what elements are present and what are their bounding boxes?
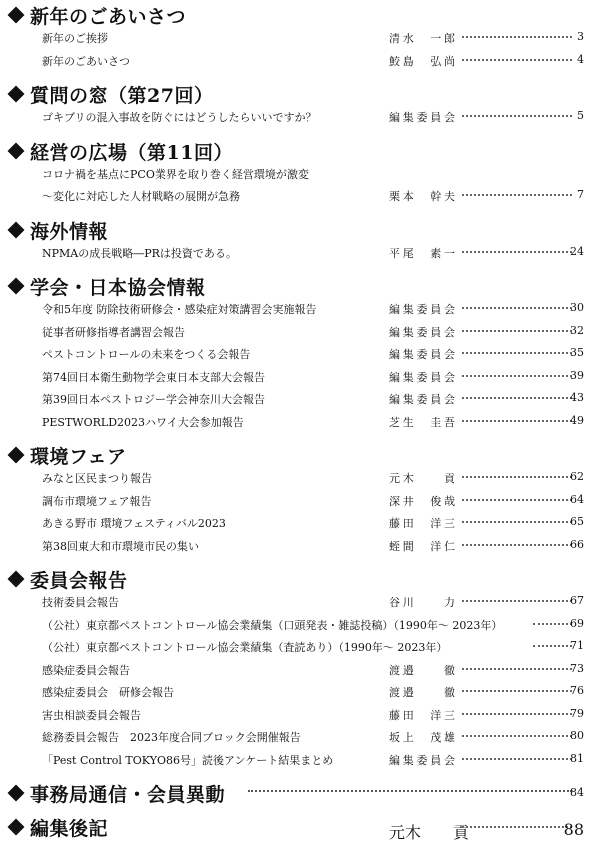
leader-dots: [533, 645, 572, 647]
toc-entry: [0, 680, 598, 703]
entry-title: 従事者研修指導者講習会報告: [42, 325, 185, 339]
toc-entry: [0, 320, 598, 343]
entry-author: 編集委員会: [389, 370, 455, 384]
toc-entry: [0, 342, 598, 365]
entry-author: 編集委員会: [389, 303, 455, 316]
section-header: [0, 440, 598, 466]
leader-dots: [462, 668, 572, 670]
section-spacer: [0, 71, 598, 79]
leader-dots: [248, 790, 572, 792]
entry-author: 鮫島 弘尚: [389, 54, 455, 68]
leader-dots: [462, 544, 572, 546]
diamond-bullet-icon: [8, 278, 25, 295]
entry-page-number: 71: [570, 639, 584, 652]
leader-dots: [462, 713, 572, 715]
entry-title: 感染症委員会報告: [42, 663, 130, 677]
entry-page-number: 64: [570, 492, 584, 506]
section-header: [0, 271, 598, 297]
leader-dots: [462, 307, 572, 309]
section-spacer: [0, 770, 598, 778]
toc-entry: [0, 105, 598, 128]
entry-title: 技術委員会報告: [42, 596, 119, 609]
entry-author: 坂上 茂雄: [389, 731, 455, 744]
entry-author: 渡邉 徹: [389, 686, 455, 699]
entry-title: PESTWORLD2023ハワイ大会参加報告: [42, 415, 244, 429]
toc-entry: [0, 590, 598, 613]
diamond-bullet-icon: [8, 785, 25, 802]
entry-list: [0, 241, 598, 264]
entry-title: ゴキブリの混入事故を防ぐにはどうしたらいいですか？: [42, 111, 317, 124]
section-header: [0, 812, 598, 842]
entry-list: [0, 466, 598, 556]
toc-entry: [0, 613, 598, 636]
toc-entry: [0, 658, 598, 681]
section-title: 海外情報: [30, 220, 109, 243]
entry-page-number: 80: [570, 729, 584, 742]
entry-title: 「Pest Control TOKYO86号」読後アンケート結果まとめ: [42, 753, 334, 767]
leader-dots: [462, 330, 572, 332]
diamond-bullet-icon: [8, 571, 25, 588]
leader-dots: [462, 420, 572, 422]
entry-title: 第74回日本衛生動物学会東日本支部大会報告: [42, 370, 265, 384]
entry-author: 編集委員会: [389, 753, 455, 767]
toc-entry: [0, 748, 598, 771]
toc-entry: [0, 534, 598, 557]
toc-section: [0, 440, 598, 564]
section-title: 経営の広場（第11回）: [30, 141, 233, 164]
entry-page-number: 49: [570, 413, 584, 427]
entry-page-number: 32: [570, 323, 584, 337]
entry-title: みなと区民まつり報告: [42, 472, 152, 485]
section-title: 編集後記: [30, 818, 109, 840]
entry-author: 芝生 圭吾: [389, 415, 455, 429]
toc-entry: [0, 162, 598, 185]
entry-author: 編集委員会: [389, 348, 455, 361]
entry-page-number: 66: [570, 537, 584, 551]
leader-dots: [462, 375, 572, 377]
entry-page-number: 79: [570, 706, 584, 720]
section-spacer: [0, 263, 598, 271]
entry-author: 藤田 洋三: [389, 708, 455, 722]
diamond-bullet-icon: [8, 819, 25, 836]
toc-entry: [0, 26, 598, 49]
toc-section: [0, 0, 598, 79]
toc-entry: [0, 49, 598, 72]
section-spacer: [0, 556, 598, 564]
entry-title: 調布市環境フェア報告: [42, 494, 152, 508]
entry-title: 総務委員会報告 2023年度合同ブロック会開催報告: [42, 731, 301, 744]
entry-page-number: 5: [577, 109, 584, 122]
diamond-bullet-icon: [8, 86, 25, 103]
entry-page-number: 65: [570, 515, 584, 528]
entry-title: ～変化に対応した人材戦略の展開が急務: [42, 190, 240, 203]
entry-author: 編集委員会: [389, 393, 455, 406]
toc-entry: [0, 410, 598, 433]
entry-author: 編集委員会: [389, 325, 455, 339]
toc-entry: [0, 489, 598, 512]
leader-dots: [462, 397, 572, 399]
entry-author: 元木 貢: [389, 472, 455, 485]
leader-dots: [462, 36, 572, 38]
section-title: 事務局通信・会員異動: [30, 784, 226, 806]
entry-page-number: 24: [570, 244, 584, 258]
toc-section: [0, 271, 598, 440]
entry-page-number: 81: [570, 751, 584, 765]
toc-entry: [0, 511, 598, 534]
toc-section: [0, 215, 598, 272]
toc-entry: [0, 725, 598, 748]
leader-dots: [462, 352, 572, 354]
entry-page-number: 43: [570, 391, 584, 404]
entry-list: [0, 26, 598, 71]
diamond-bullet-icon: [8, 221, 25, 238]
entry-title: 第38回東大和市環境市民の集い: [42, 539, 199, 553]
diamond-bullet-icon: [8, 142, 25, 159]
leader-dots: [462, 499, 572, 501]
toc-entry: [0, 365, 598, 388]
entry-title: 新年のご挨拶: [42, 32, 108, 45]
entry-author: 渡邉 徹: [389, 663, 455, 677]
entry-author: 編集委員会: [389, 111, 455, 124]
section-title: 新年のごあいさつ: [30, 6, 187, 28]
leader-dots: [533, 623, 572, 625]
entry-author: 藤田 洋三: [389, 517, 455, 530]
leader-dots: [462, 194, 572, 196]
entry-author: 蛭間 洋仁: [389, 539, 455, 553]
leader-dots: [462, 115, 572, 117]
toc-section: [0, 136, 598, 215]
entry-title: （公社）東京都ペストコントロール協会業績集（口頭発表・雑誌投稿）（1990年～ 2023年）: [42, 618, 503, 632]
entry-title: 感染症委員会 研修会報告: [42, 686, 174, 699]
entry-page-number: 7: [577, 188, 584, 201]
leader-dots: [462, 59, 572, 61]
toc-entry: [0, 387, 598, 410]
section-header: [0, 778, 598, 804]
entry-title: NPMAの成長戦略―PRは投資である。: [42, 246, 237, 260]
toc-entry: [0, 635, 598, 658]
leader-dots: [462, 251, 572, 253]
leader-dots: [462, 690, 572, 692]
entry-page-number: 3: [577, 30, 584, 43]
entry-author: 平尾 素一: [389, 246, 455, 260]
entry-title: 第39回日本ペストロジー学会神奈川大会報告: [42, 393, 265, 406]
entry-title: 新年のごあいさつ: [42, 54, 130, 68]
section-spacer: [0, 432, 598, 440]
entry-title: 害虫相談委員会報告: [42, 708, 141, 722]
leader-dots: [462, 476, 572, 478]
leader-dots: [462, 758, 572, 760]
section-title: 質問の窓（第27回）: [30, 85, 214, 107]
section-header: [0, 564, 598, 590]
entry-page-number: 35: [570, 346, 584, 359]
leader-dots: [462, 600, 572, 602]
leader-dots: [462, 826, 572, 828]
diamond-bullet-icon: [8, 447, 25, 464]
entry-list: [0, 105, 598, 128]
toc-section: [0, 812, 598, 842]
entry-page-number: 69: [570, 616, 584, 630]
toc-entry: [0, 703, 598, 726]
leader-dots: [462, 735, 572, 737]
section-title: 委員会報告: [30, 570, 128, 592]
section-header: [0, 136, 598, 162]
section-page-number: 84: [570, 786, 584, 799]
entry-title: ペストコントロールの未来をつくる会報告: [42, 348, 251, 361]
entry-page-number: 67: [570, 594, 584, 607]
entry-author: 深井 俊哉: [389, 494, 455, 508]
entry-author: 栗本 幹夫: [389, 190, 455, 203]
section-header: [0, 79, 598, 105]
entry-list: [0, 297, 598, 432]
section-spacer: [0, 207, 598, 215]
section-header: [0, 0, 598, 26]
entry-page-number: 76: [570, 684, 584, 697]
leader-dots: [462, 521, 572, 523]
section-title: 学会・日本協会情報: [30, 277, 206, 299]
diamond-bullet-icon: [8, 7, 25, 24]
toc-entry: [0, 241, 598, 264]
entry-author: 清水 一郎: [389, 32, 455, 45]
entry-title: あきる野市 環境フェスティバル2023: [42, 517, 226, 530]
entry-page-number: 62: [570, 470, 584, 483]
entry-title: （公社）東京都ペストコントロール協会業績集（査読あり）（1990年～ 2023年）: [42, 641, 448, 654]
entry-list: [0, 162, 598, 207]
toc-entry: [0, 466, 598, 489]
entry-title: 令和5年度 防除技術研修会・感染症対策講習会実施報告: [42, 303, 317, 316]
section-header: [0, 215, 598, 241]
toc-entry: [0, 184, 598, 207]
entry-list: [0, 590, 598, 770]
entry-page-number: 4: [577, 52, 584, 66]
toc-entry: [0, 297, 598, 320]
section-page-number: 88: [563, 820, 584, 839]
entry-author: 谷川 力: [389, 596, 455, 609]
toc-section: [0, 79, 598, 136]
section-spacer: [0, 128, 598, 136]
toc-section: [0, 778, 598, 812]
section-title: 環境フェア: [30, 446, 127, 468]
entry-page-number: 30: [570, 301, 584, 314]
entry-page-number: 73: [570, 661, 584, 675]
entry-title: コロナ禍を基点にPCO業界を取り巻く経営環境が激変: [42, 167, 309, 181]
section-author: 元木 貢: [389, 823, 470, 842]
entry-page-number: 39: [570, 368, 584, 382]
toc-section: [0, 564, 598, 778]
